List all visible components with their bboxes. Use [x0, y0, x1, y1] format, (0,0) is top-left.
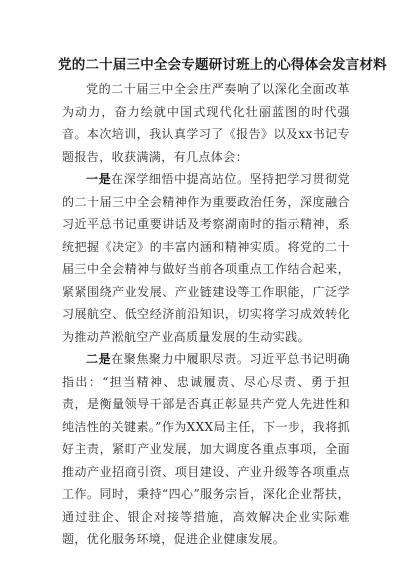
document-body — [62, 78, 350, 551]
paragraph-text: 在深学细悟中提高站位。坚持把学习贯彻党的二十届三中全会精神作为重要政治任务，深度融合习近平总书记重要讲话及考察湖南时的指示精神，系统把握《决定》的丰富内涵和精神实质。将党的二十届三中全会精神与做好当前各项重点工作结合起来，紧紧围绕产业发展、产业链建设等工作职能，广泛学习展航空、低空经济前沿知识，切实将学习成效转化为推动芦淞航空产业高质量发展的生动实践。 — [62, 172, 350, 344]
document-title: 党的二十届三中全会专题研讨班上的心得体会发言材料 — [58, 57, 387, 73]
paragraph-text: 党的二十届三中全会庄严奏响了以深化全面改革为动力，奋力绘就中国式现代化壮丽蓝图的时代强音。本次培训，我认真学习了《报告》以及xx书记专题报告，收获满满，有几点体会： — [62, 82, 350, 164]
paragraph-point-two — [62, 348, 350, 551]
paragraph-text: 在聚焦聚力中履职尽责。习近平总书记明确指出：“担当精神、忠诚履责、尽心尽责、勇于担责，是衡量领导干部是否真正彰显共产党人先进性和纯洁性的关键素。”作为XXX局主任，下一步，我将抓好主责，紧盯产业发展，加大调度各重点事项，全面推动产业招商引资、项目建设、产业升级等各项重点工作。同时，秉持“四心”服务宗旨，深化企业帮扶，通过驻企、银企对接等措施，高效解决企业实际难题，优化服务环境，促进企业健康发展。 — [62, 352, 350, 546]
paragraph-intro — [62, 78, 350, 168]
paragraph-lead: 二是 — [86, 352, 112, 366]
paragraph-point-one — [62, 168, 350, 348]
paragraph-lead: 一是 — [86, 172, 112, 186]
